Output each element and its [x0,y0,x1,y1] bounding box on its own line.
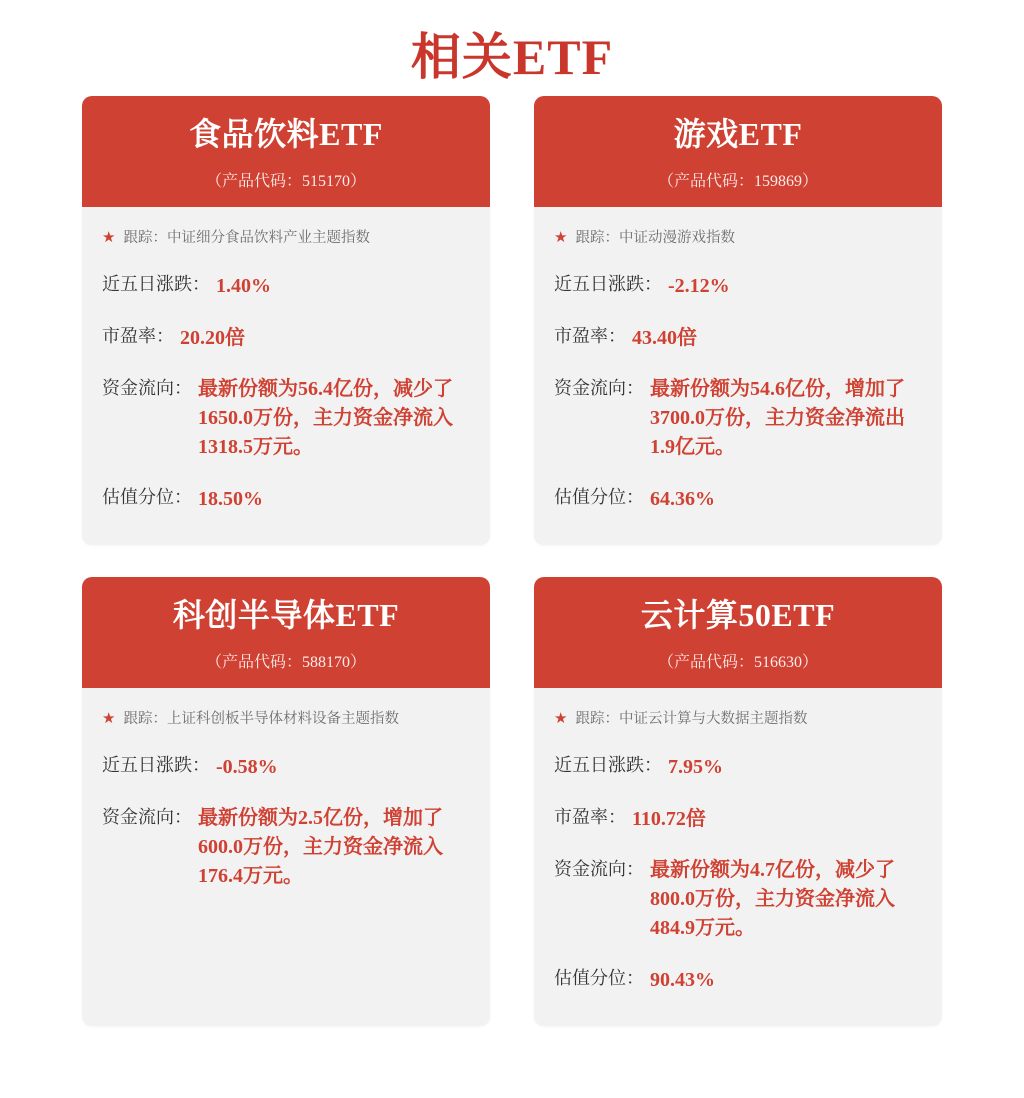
metric-label: 估值分位： [554,967,644,988]
metric-value: -0.58% [216,755,278,778]
metric-value: 最新份额为54.6亿份，增加了3700.0万份，主力资金净流出1.9亿元。 [650,377,905,458]
tracked-index-text [575,229,735,248]
etf-name: 科创半导体ETF [172,596,400,633]
metric-value: 7.95% [668,755,723,778]
tracked-index-row [102,704,470,741]
metric-label: 近五日涨跌： [102,754,210,775]
metric-fund-flow [102,364,470,473]
etf-summary-page [0,18,1024,1098]
code-prefix: （产品代码： [205,653,302,671]
metric-five-day-change [102,741,470,793]
metric-fund-flow [554,845,922,954]
track-label: 跟踪： [575,230,619,246]
metric-five-day-change [102,260,470,312]
metric-value: 20.20倍 [180,326,245,349]
track-value: 中证动漫游戏指数 [618,230,735,246]
etf-code [92,168,480,191]
etf-name: 游戏ETF [673,116,803,152]
metric-fund-flow [102,793,470,902]
track-label: 跟踪： [123,710,167,727]
star-icon: ★ [554,230,568,246]
metric-valuation-percentile [554,473,922,525]
etf-card[interactable] [534,96,942,545]
metric-value: 43.40倍 [632,326,697,349]
etf-card[interactable] [534,577,942,1026]
metric-pe-ratio [102,312,470,364]
metric-label: 资金流向： [554,377,644,398]
track-value: 中证细分食品饮料产业主题指数 [166,230,370,246]
tracked-index-text [575,710,807,729]
tracked-index-row [102,223,470,260]
etf-name: 食品饮料ETF [189,116,383,152]
tracked-index-text [123,710,399,729]
etf-code [544,168,932,191]
metric-valuation-percentile [102,473,470,525]
track-label: 跟踪： [575,710,619,727]
track-value: 中证云计算与大数据主题指数 [618,710,808,727]
etf-card[interactable] [82,96,490,545]
code-prefix: （产品代码： [657,653,754,671]
metric-label: 市盈率： [554,325,626,346]
page-title: 相关ETF [410,29,614,85]
code-suffix: ） [350,653,367,671]
metric-pe-ratio [554,793,922,845]
metric-label: 近五日涨跌： [554,273,662,294]
tracked-index-row [554,704,922,741]
metric-value: 110.72倍 [632,807,706,830]
etf-card-header [534,577,942,688]
star-icon: ★ [102,710,116,727]
code-value: 515170 [302,173,350,190]
star-icon: ★ [102,230,116,246]
metric-value: 90.43% [650,968,715,991]
metric-valuation-percentile [554,954,922,1006]
tracked-index-row [554,223,922,260]
etf-card-body [534,688,942,1026]
code-suffix: ） [802,173,819,190]
etf-code [92,649,480,672]
metric-label: 资金流向： [102,806,192,827]
code-prefix: （产品代码： [657,173,754,190]
etf-card-header [82,577,490,688]
code-suffix: ） [802,653,819,671]
etf-card-body [82,207,490,545]
code-value: 516630 [754,653,802,671]
metric-fund-flow [554,364,922,473]
track-label: 跟踪： [123,230,167,246]
code-value: 588170 [302,653,350,671]
etf-card-body [82,688,490,1026]
metric-pe-ratio [554,312,922,364]
metric-value: 最新份额为4.7亿份，减少了800.0万份，主力资金净流入484.9万元。 [650,858,895,939]
star-icon: ★ [554,710,568,727]
etf-card-body [534,207,942,545]
code-suffix: ） [350,173,367,190]
track-value: 上证科创板半导体材料设备主题指数 [166,710,399,727]
metric-five-day-change [554,260,922,312]
metric-five-day-change [554,741,922,793]
metric-label: 市盈率： [554,806,626,827]
metric-value: 64.36% [650,487,715,510]
code-value: 159869 [754,173,802,190]
etf-card[interactable] [82,577,490,1026]
etf-card-header [534,96,942,207]
metric-label: 近五日涨跌： [102,273,210,294]
metric-value: 最新份额为56.4亿份，减少了1650.0万份，主力资金净流入1318.5万元。 [198,377,453,458]
metric-label: 市盈率： [102,325,174,346]
metric-value: 1.40% [216,274,271,297]
etf-code [544,649,932,672]
metric-label: 估值分位： [102,486,192,507]
etf-card-grid [0,96,1024,1026]
metric-value: 18.50% [198,487,263,510]
metric-value: -2.12% [668,274,730,297]
etf-card-header [82,96,490,207]
metric-value: 最新份额为2.5亿份，增加了600.0万份，主力资金净流入176.4万元。 [198,806,443,887]
etf-name: 云计算50ETF [640,596,836,633]
metric-label: 资金流向： [554,858,644,879]
metric-label: 估值分位： [554,486,644,507]
tracked-index-text [123,229,370,248]
metric-label: 资金流向： [102,377,192,398]
code-prefix: （产品代码： [205,173,302,190]
metric-label: 近五日涨跌： [554,754,662,775]
